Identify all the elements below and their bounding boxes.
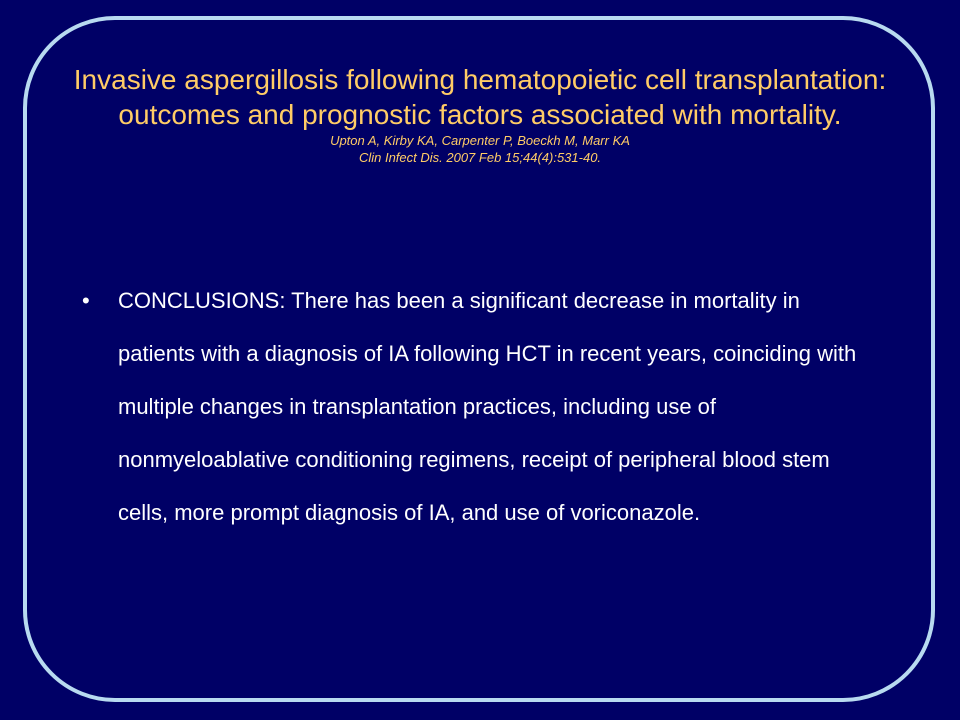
bullet-icon: • [82, 288, 90, 313]
citation-journal: Clin Infect Dis. 2007 Feb 15;44(4):531-40. [358, 150, 602, 165]
bullet-text: CONCLUSIONS: There has been a significant decrease in mortality in patients with a diagnosis of IA following HCT in recent years, coinciding with multiple changes in transplantation practices, including use of nonmyeloablative conditioning regimens, receipt of peripheral blood stem cells, more prompt diagnosis of IA, and use of voriconazole. [118, 288, 857, 525]
bullet-item-conclusions [80, 274, 880, 539]
slide-title: Invasive aspergillosis following hematopoietic cell transplantation: outcomes and prognostic factors associated with mortality. [73, 64, 887, 130]
title-block [60, 62, 900, 166]
citation-authors: Upton A, Kirby KA, Carpenter P, Boeckh M, Marr KA [330, 133, 630, 148]
bullet-list [80, 274, 880, 539]
